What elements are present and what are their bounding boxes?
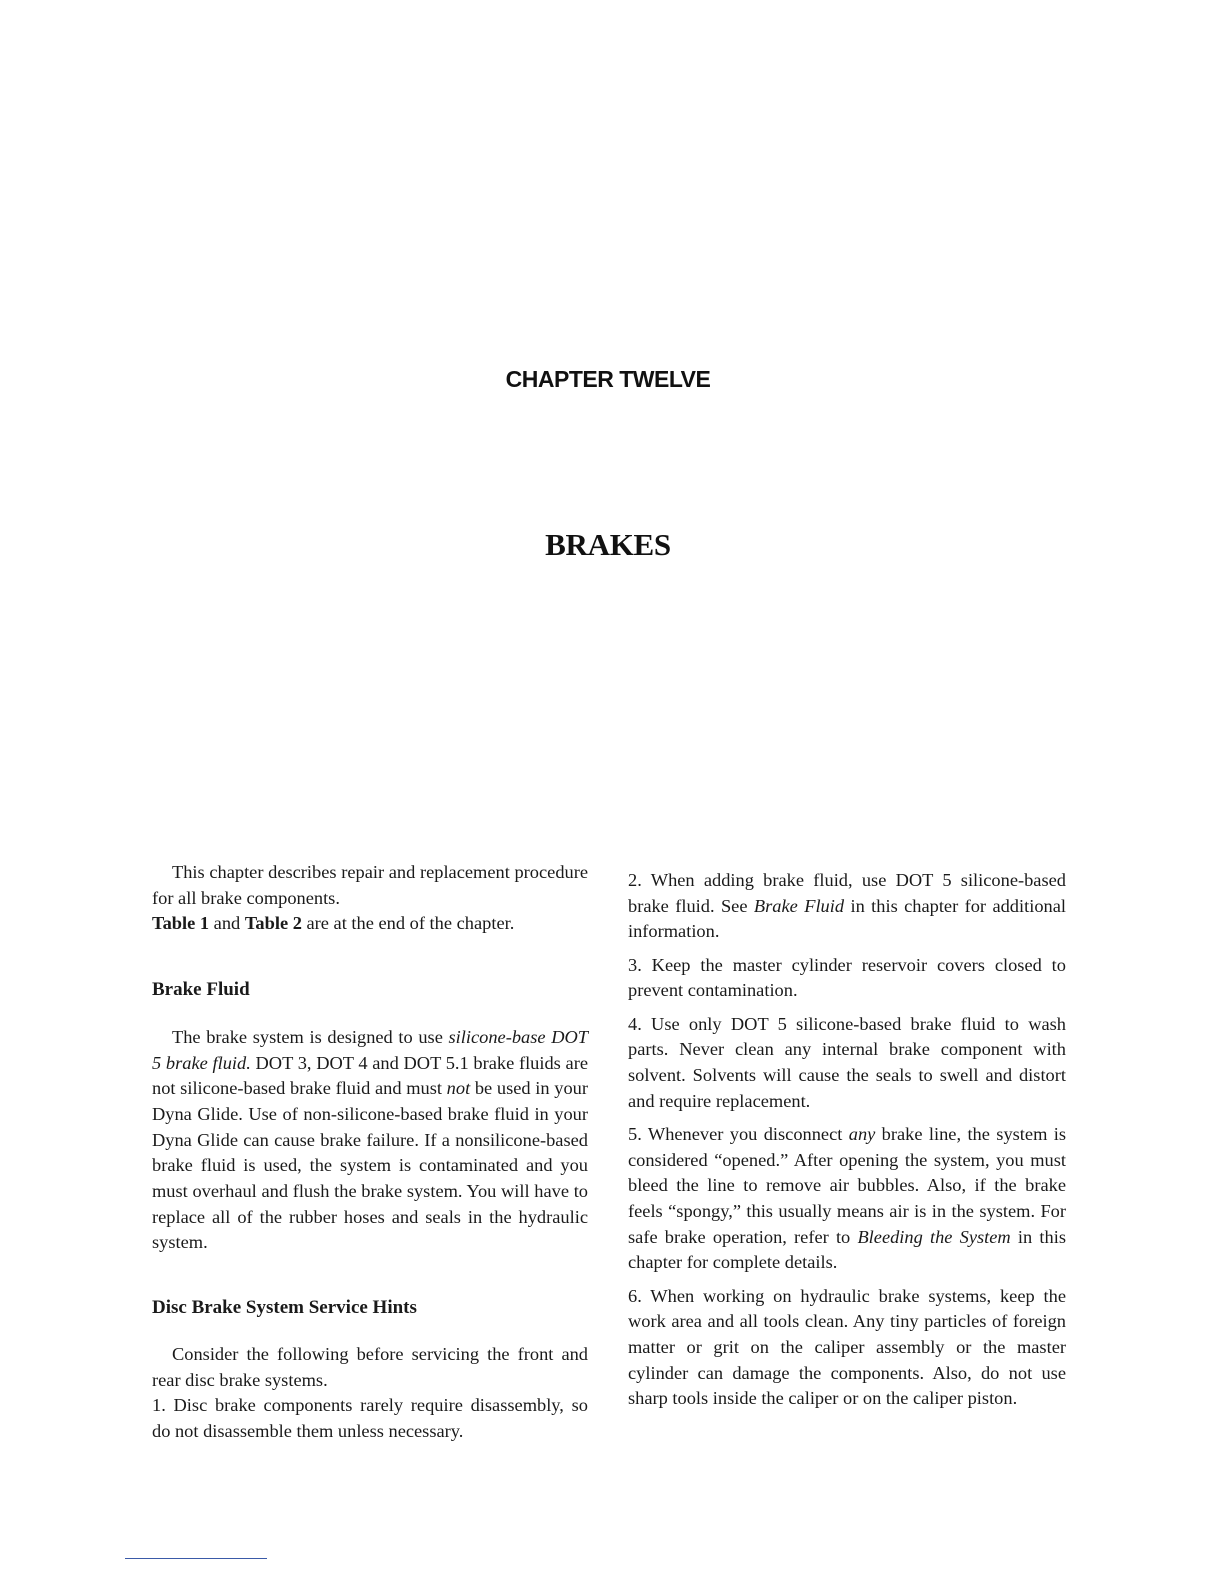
service-hints-intro: Consider the following before servicing the front and rear disc brake systems. [152,1343,588,1390]
service-hint-item-3: 3. Keep the master cylinder reservoir covers closed to prevent contamination. [628,954,1066,1001]
service-hint-item-2 [628,868,1066,945]
tables-note-rest: are at the end of the chapter. [301,913,515,934]
table-1-ref: Table 1 [152,913,210,934]
table-2-ref: Table 2 [244,913,302,934]
item-5-emphasis-2: Bleeding the System [857,1226,1011,1247]
tables-note-and: and [209,913,245,934]
service-hint-item-5 [628,1122,1066,1276]
item-5-text-c: in this chapter for complete details. [628,1226,1066,1273]
item-5-text-a: 5. Whenever you disconnect [628,1123,849,1144]
item-5-emphasis-1: any [848,1123,876,1144]
item-2-emphasis: Brake Fluid [753,895,845,916]
brake-fluid-paragraph [152,1025,588,1256]
item-2-text-b: in this chapter for additional information. [628,895,1066,942]
footnote-rule [125,1558,267,1559]
brake-fluid-emphasis-2: not [446,1078,471,1099]
brake-fluid-emphasis-1: silicone-base DOT 5 brake fluid. [152,1026,588,1073]
tables-note [152,911,588,937]
brake-fluid-text-3: be used in your Dyna Glide. Use of non-silicone-based brake fluid in your Dyna Glide can cause brake failure. If a nonsilicone-based brake fluid is used, the system is contaminated and you must overhaul and flush the brake system. You will have to replace all of the rubber hoses and seals in the hydraulic system. [152,1078,588,1253]
brake-fluid-text-2: DOT 3, DOT 4 and DOT 5.1 brake fluids are not silicone-based brake fluid and must [152,1052,588,1099]
service-hint-item-1: 1. Disc brake components rarely require disassembly, so do not disassemble them unless necessary. [152,1395,588,1441]
chapter-label: CHAPTER TWELVE [505,366,711,392]
service-hint-item-4: 4. Use only DOT 5 silicone-based brake fluid to wash parts. Never clean any internal brake component with solvent. Solvents will cause the seals to swell and distort and require replacement. [628,1013,1066,1111]
brake-fluid-text-1: The brake system is designed to use [172,1026,449,1047]
item-2-text-a: 2. When adding brake fluid, use DOT 5 silicone-based brake fluid. See [628,870,1066,916]
service-hint-item-6: 6. When working on hydraulic brake systems, keep the work area and all tools clean. Any tiny particles of foreign matter or grit on the caliper assembly or the master cylinder can damage the components. Also, do not use sharp tools inside the caliper or on the caliper piston. [628,1285,1066,1409]
service-hints-heading: Disc Brake System Service Hints [152,1297,417,1319]
item-5-text-b: brake line, the system is considered “opened.” After opening the system, you must bleed the line to remove air bubbles. Also, if the brake feels “spongy,” this usually means air is in the system. For safe brake operation, refer to [628,1123,1067,1247]
chapter-title: BRAKES [545,527,671,562]
intro-paragraph: This chapter describes repair and replacement procedure for all brake components. [152,862,588,908]
left-column [152,860,588,1445]
right-column [628,868,1066,1420]
brake-fluid-heading: Brake Fluid [152,979,250,1001]
